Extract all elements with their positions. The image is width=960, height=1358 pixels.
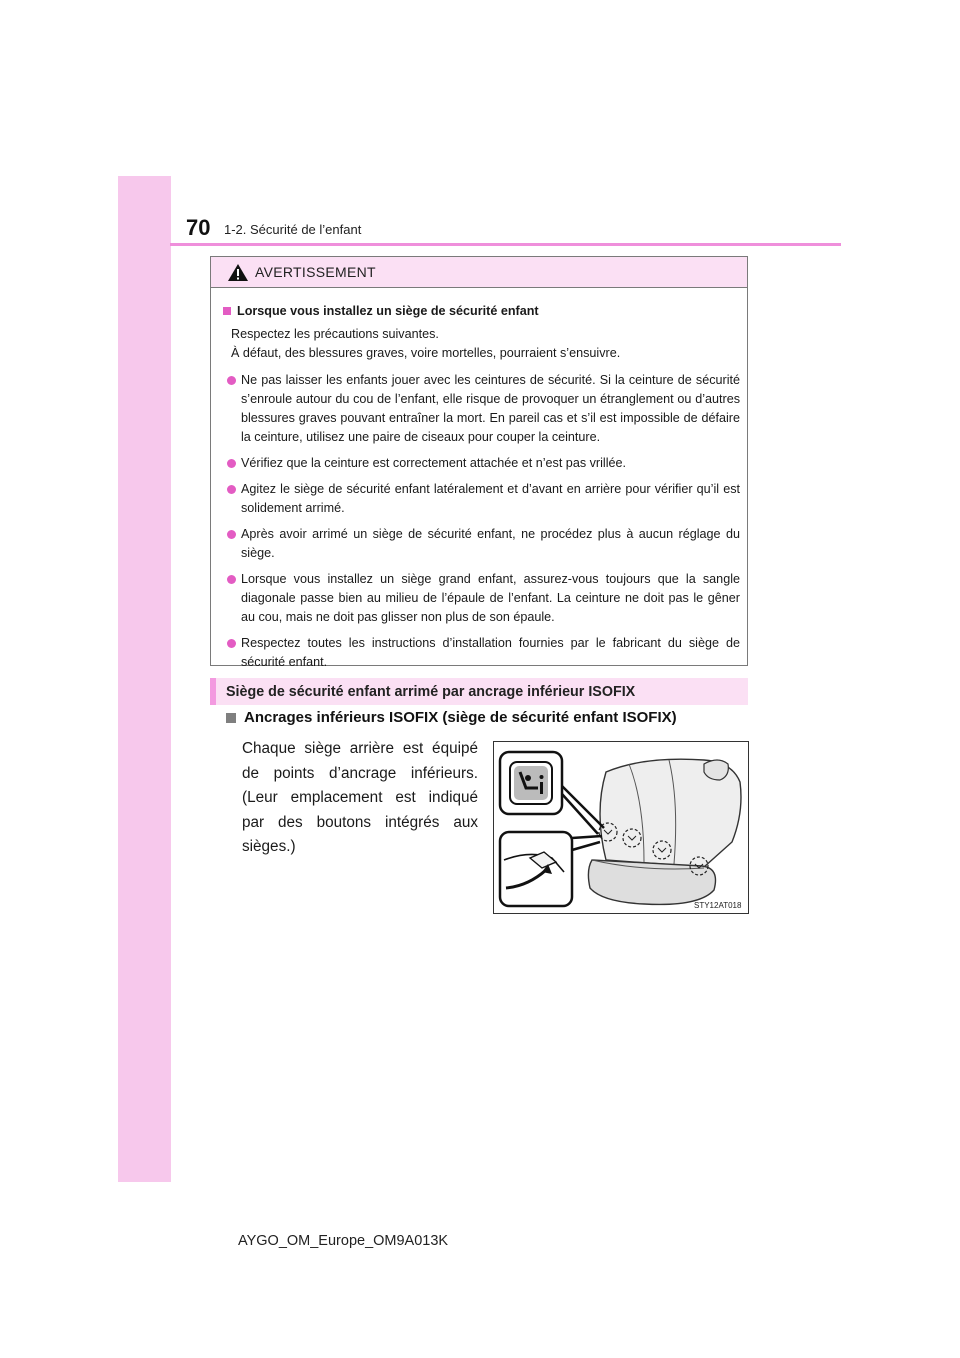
square-bullet-icon: [223, 307, 231, 315]
warning-list: [223, 371, 740, 672]
warning-body: [211, 288, 747, 672]
list-item: [223, 454, 740, 473]
warning-heading-text: Lorsque vous installez un siège de sécurité enfant: [237, 304, 539, 318]
warning-intro: [223, 325, 740, 363]
intro-line: À défaut, des blessures graves, voire mortelles, pourraient s’ensuivre.: [231, 346, 621, 360]
square-bullet-icon: [226, 713, 236, 723]
body-paragraph: Chaque siège arrière est équipé de points d’ancrage inférieurs. (Leur emplacement est indiqué par des boutons intégrés aux sièges.): [242, 740, 478, 855]
list-item: [223, 570, 740, 627]
warning-title: AVERTISSEMENT: [255, 264, 376, 280]
section-banner-text: Siège de sécurité enfant arrimé par ancrage inférieur ISOFIX: [226, 683, 636, 700]
warning-heading: [223, 302, 740, 321]
subsection-heading: [226, 709, 677, 726]
side-color-band: [118, 176, 171, 1182]
bullet-dot-icon: [227, 639, 236, 648]
page-number: 70: [186, 215, 211, 240]
header-divider: [170, 243, 841, 246]
list-item-text: Vérifiez que la ceinture est correctement attachée et n’est pas vrillée.: [241, 456, 627, 470]
list-item: [223, 634, 740, 672]
list-item-text: Ne pas laisser les enfants jouer avec les ceintures de sécurité. Si la ceinture de sécurité s’enroule autour du cou de l’enfant, elle risque de provoquer un étranglement ou d’autres blessures graves pouvant entraîner la mort. En pareil cas et s’il est impossible de défaire la ceinture, utilisez une paire de ciseaux pour couper la ceinture.: [241, 373, 740, 444]
warning-triangle-icon: [227, 263, 249, 282]
document-code: AYGO_OM_Europe_OM9A013K: [238, 1233, 449, 1249]
list-item-text: Respectez toutes les instructions d’installation fournies par le fabricant du siège de sécurité enfant.: [241, 636, 740, 669]
warning-header: [211, 257, 747, 288]
bullet-dot-icon: [227, 459, 236, 468]
section-title: 1-2. Sécurité de l’enfant: [224, 222, 362, 237]
subsection-heading-text: Ancrages inférieurs ISOFIX (siège de sécurité enfant ISOFIX): [244, 709, 677, 726]
list-item-text: Agitez le siège de sécurité enfant latéralement et d’avant en arrière pour vérifier qu’il est solidement arrimé.: [241, 482, 740, 515]
section-banner: [210, 678, 748, 705]
figure-code: STY12AT018: [694, 901, 742, 910]
list-item-text: Lorsque vous installez un siège grand enfant, assurez-vous toujours que la sangle diagonale passe bien au milieu de l’épaule de l’enfant. La ceinture ne doit pas le gêner au cou, mais ne doit pas glisser non plus de son épaule.: [241, 572, 740, 624]
list-item: [223, 480, 740, 518]
isofix-seat-illustration: [493, 741, 749, 914]
bullet-dot-icon: [227, 376, 236, 385]
list-item: [223, 371, 740, 447]
intro-line: Respectez les précautions suivantes.: [231, 327, 439, 341]
bullet-dot-icon: [227, 485, 236, 494]
rear-seat-drawing: [494, 742, 748, 913]
bullet-dot-icon: [227, 530, 236, 539]
list-item-text: Après avoir arrimé un siège de sécurité enfant, ne procédez plus à aucun réglage du siège.: [241, 527, 740, 560]
warning-box: [210, 256, 748, 669]
list-item: [223, 525, 740, 563]
bullet-dot-icon: [227, 575, 236, 584]
